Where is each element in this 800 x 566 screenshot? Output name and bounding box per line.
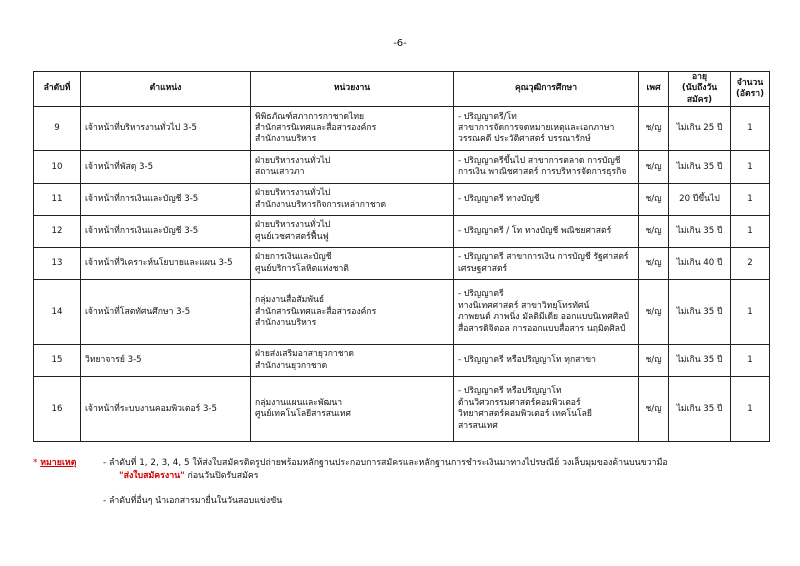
row-count: 1 — [731, 377, 770, 442]
row-position: เจ้าหน้าที่บริหารงานทั่วไป 3-5 — [81, 107, 251, 151]
header-unit: หน่วยงาน — [251, 72, 454, 107]
row-education: - ปริญญาตรี ทางนิเทศศาสตร์ สาขาวิทยุโทรทัศน์ ภาพยนต์ ภาพนิ่ง มัลติมีเดีย ออกแบบนิเทศศิลป์ สื่อสารดิจิตอล การออกแบบสื่อสาร นฤมิตศิลป์ — [454, 280, 639, 345]
row-position: เจ้าหน้าที่การเงินและบัญชี 3-5 — [81, 184, 251, 216]
row-count: 2 — [731, 248, 770, 280]
row-count: 1 — [731, 107, 770, 151]
table-row — [34, 280, 770, 345]
row-sex: ช/ญ — [639, 151, 669, 184]
row-position: เจ้าหน้าที่ระบบงานคอมพิวเตอร์ 3-5 — [81, 377, 251, 442]
row-position: เจ้าหน้าที่วิเคราะห์นโยบายและแผน 3-5 — [81, 248, 251, 280]
table-row — [34, 107, 770, 151]
table-row — [34, 345, 770, 377]
header-sex: เพศ — [639, 72, 669, 107]
row-position: เจ้าหน้าที่การเงินและบัญชี 3-5 — [81, 216, 251, 248]
row-count: 1 — [731, 280, 770, 345]
row-age: ไม่เกิน 35 ปี — [669, 280, 731, 345]
header-age: อายุ (นับถึงวันสมัคร) — [669, 72, 731, 107]
row-education: - ปริญญาตรี ทางบัญชี — [454, 184, 639, 216]
notes-section — [33, 457, 773, 508]
row-count: 1 — [731, 345, 770, 377]
row-sex: ช/ญ — [639, 377, 669, 442]
notes-label — [33, 457, 103, 508]
row-education: - ปริญญาตรี/โท สาขาการจัดการจดหมายเหตุและเอกภาษา วรรณคดี ประวัติศาสตร์ บรรณารักษ์ — [454, 107, 639, 151]
row-age: ไม่เกิน 25 ปี — [669, 107, 731, 151]
note-2-text: - ลำดับที่อื่นๆ นำเอกสารมายื่นในวันสอบแข่งขัน — [103, 496, 283, 506]
row-count: 1 — [731, 216, 770, 248]
positions-table — [33, 71, 770, 442]
row-education: - ปริญญาตรีขึ้นไป สาขาการตลาด การบัญชี การเงิน พาณิชศาสตร์ การบริหารจัดการธุรกิจ — [454, 151, 639, 184]
row-no: 10 — [34, 151, 81, 184]
note-item — [33, 457, 773, 508]
row-unit: ฝ่ายส่งเสริมอาสายุวกาชาด สำนักงานยุวกาชาด — [251, 345, 454, 377]
table-row — [34, 248, 770, 280]
table-header-row — [34, 72, 770, 107]
row-unit: กลุ่มงานสื่อสัมพันธ์ สำนักสารนิเทศและสื่อสารองค์กร สำนักงานบริหาร — [251, 280, 454, 345]
row-no: 15 — [34, 345, 81, 377]
table-row — [34, 184, 770, 216]
page-number: -6- — [393, 38, 407, 49]
note-gap — [103, 483, 773, 495]
row-sex: ช/ญ — [639, 248, 669, 280]
row-no: 14 — [34, 280, 81, 345]
row-count: 1 — [731, 184, 770, 216]
row-education: - ปริญญาตรี สาขาการเงิน การบัญชี รัฐศาสตร์ เศรษฐศาสตร์ — [454, 248, 639, 280]
note-1-tail: ก่อนวันปิดรับสมัคร — [184, 471, 259, 481]
row-no: 12 — [34, 216, 81, 248]
row-age: ไม่เกิน 35 ปี — [669, 377, 731, 442]
row-education: - ปริญญาตรี / โท ทางบัญชี พณิชยศาสตร์ — [454, 216, 639, 248]
row-education: - ปริญญาตรี หรือปริญญาโท ด้านวิศวกรรมศาสตร์คอมพิวเตอร์ วิทยาศาสตร์คอมพิวเตอร์ เทคโนโลยี สารสนเทศ — [454, 377, 639, 442]
row-age: 20 ปีขึ้นไป — [669, 184, 731, 216]
row-unit: ฝ่ายการเงินและบัญชี ศูนย์บริการโลหิตแห่งชาติ — [251, 248, 454, 280]
row-unit: ฝ่ายบริหารงานทั่วไป สำนักงานบริหารกิจการเหล่ากาชาด — [251, 184, 454, 216]
row-sex: ช/ญ — [639, 184, 669, 216]
row-unit: ฝ่ายบริหารงานทั่วไป ศูนย์เวชศาสตร์ฟื้นฟู — [251, 216, 454, 248]
note-1-continuation — [103, 470, 773, 483]
row-no: 13 — [34, 248, 81, 280]
row-position: เจ้าหน้าที่พัสดุ 3-5 — [81, 151, 251, 184]
header-no: ลำดับที่ — [34, 72, 81, 107]
row-sex: ช/ญ — [639, 345, 669, 377]
row-sex: ช/ญ — [639, 216, 669, 248]
header-count: จำนวน (อัตรา) — [731, 72, 770, 107]
table-row — [34, 216, 770, 248]
row-no: 16 — [34, 377, 81, 442]
row-sex: ช/ญ — [639, 107, 669, 151]
row-unit: ฝ่ายบริหารงานทั่วไป สถานเสาวภา — [251, 151, 454, 184]
row-position: วิทยาจารย์ 3-5 — [81, 345, 251, 377]
note-1-highlight: "ส่งใบสมัครงาน" — [119, 471, 185, 481]
note-text — [103, 457, 773, 508]
row-age: ไม่เกิน 35 ปี — [669, 216, 731, 248]
notes-label-text: หมายเหตุ — [40, 458, 77, 468]
row-sex: ช/ญ — [639, 280, 669, 345]
row-no: 11 — [34, 184, 81, 216]
row-education: - ปริญญาตรี หรือปริญญาโท ทุกสาขา — [454, 345, 639, 377]
row-age: ไม่เกิน 40 ปี — [669, 248, 731, 280]
header-education: คุณวุฒิการศึกษา — [454, 72, 639, 107]
row-unit: กลุ่มงานแผนและพัฒนา ศูนย์เทคโนโลยีสารสนเทศ — [251, 377, 454, 442]
row-count: 1 — [731, 151, 770, 184]
row-age: ไม่เกิน 35 ปี — [669, 151, 731, 184]
note-1-text: - ลำดับที่ 1, 2, 3, 4, 5 ให้ส่งใบสมัครติดรูปถ่ายพร้อมหลักฐานประกอบการสมัครและหลักฐานการชำระเงินมาทางไปรษณีย์ วงเล็บมุมของด้านบนขวามือ — [103, 458, 668, 468]
notes-asterisk: * — [33, 458, 38, 468]
header-position: ตำแหน่ง — [81, 72, 251, 107]
row-unit: พิพิธภัณฑ์สภาการกาชาดไทย สำนักสารนิเทศและสื่อสารองค์กร สำนักงานบริหาร — [251, 107, 454, 151]
row-position: เจ้าหน้าที่โสตทัศนศึกษา 3-5 — [81, 280, 251, 345]
row-no: 9 — [34, 107, 81, 151]
table-row — [34, 151, 770, 184]
row-age: ไม่เกิน 35 ปี — [669, 345, 731, 377]
table-row — [34, 377, 770, 442]
